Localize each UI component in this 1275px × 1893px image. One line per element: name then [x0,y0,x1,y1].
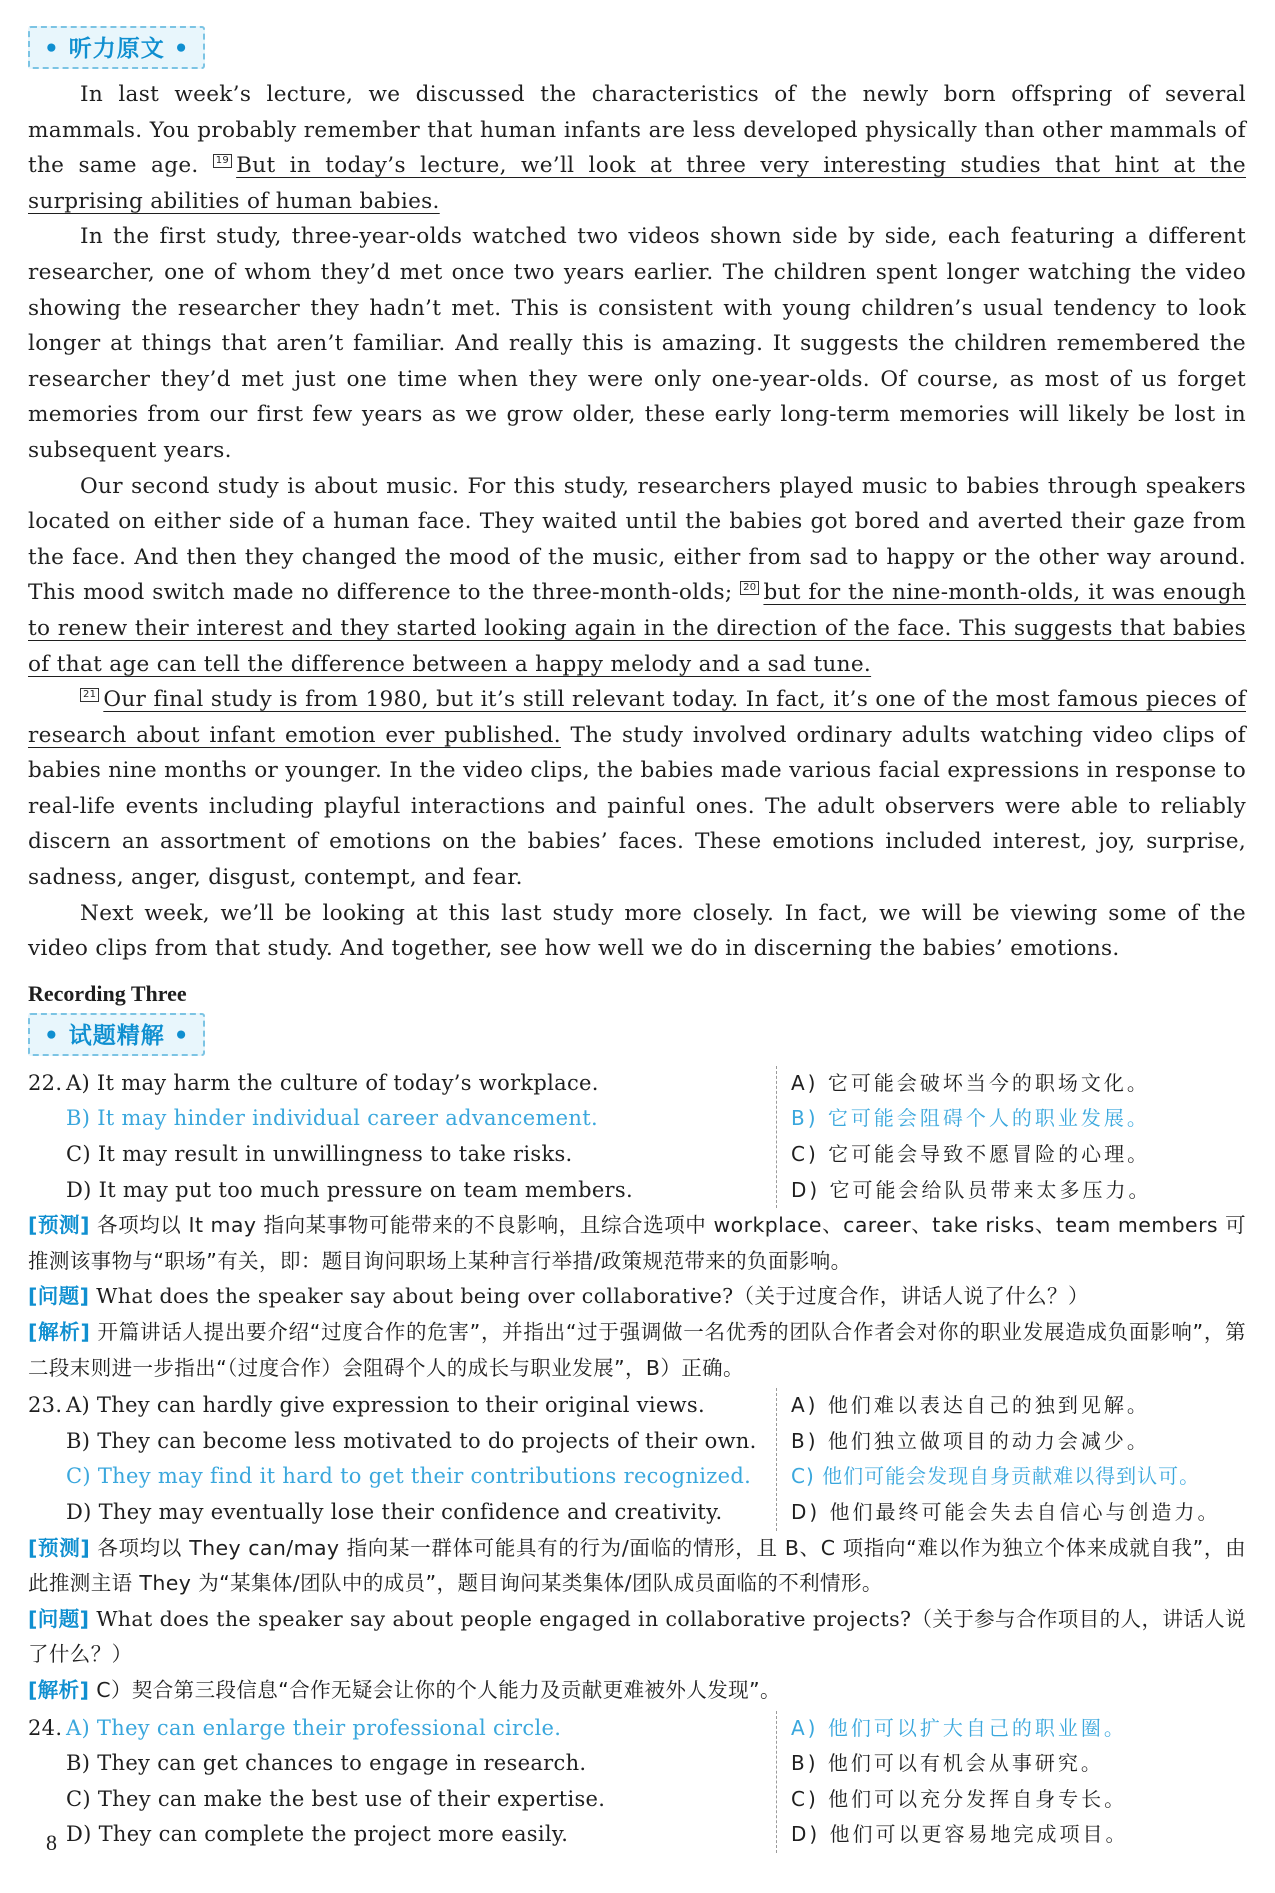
question-number: 22. [28,1070,63,1095]
option-a-correct [28,1711,756,1747]
question-23 [28,1388,1246,1530]
paragraph-text: Our second study is about music. For this study, researchers played music to babies through speakers located on either side of a human face. They waited until the babies got bored and averted their gaze from the face. And then they changed the mood of the music, either from sad to happy or the other way around. This mood switch made no difference to the three-month-olds; [28,473,1246,606]
underlined-answer-text: But in today’s lecture, we’ll look at three very interesting studies that hint at the surprising abilities of human babies. [28,153,1246,214]
option-b: B) They can become less motivated to do projects of their own. [66,1428,757,1453]
question-marker-21: 21 [80,688,99,702]
underlined-answer-text: Our final study is from 1980, but it’s still relevant today. In fact, it’s one of the most famous pieces of research about infant emotion ever published. [28,687,1246,748]
option-text: A) They can enlarge their professional circle. [66,1715,562,1740]
question-marker-19: 19 [213,154,232,168]
prediction-tag: [预测] [28,1213,90,1238]
transcript-paragraph-4 [28,682,1246,896]
option-b-cn-correct: B) 它可能会阻碍个人的职业发展。 [791,1106,1150,1131]
explanation-text: 开篇讲话人提出要介绍“过度合作的危害”，并指出“过于强调做一名优秀的团队合作者会对你的职业发展造成负面影响”，第二段末则进一步指出“（过度合作）会阻碍个人的成长与职业发展”，B）正确。 [28,1320,1246,1380]
option-b-correct: B) It may hinder individual career advancement. [66,1106,598,1131]
question-text-22 [28,1279,1246,1315]
transcript-paragraph-3 [28,469,1246,683]
options-chinese [776,1388,1246,1530]
prediction-text: 各项均以 They can/may 指向某一群体可能具有的行为/面临的情形，且 B、C 项指向“难以作为独立个体来成就自我”，由此推测主语 They 为“某集体/团队中的成员”，题目询问某类集体/团队成员面临的不利情形。 [28,1535,1246,1596]
question-text: What does the speaker say about being over collaborative?（关于过度合作，讲话人说了什么？） [96,1284,1089,1309]
question-number: 23. [28,1393,63,1418]
option-text: A) They can hardly give expression to their original views. [66,1393,705,1418]
question-tag: [问题] [28,1284,90,1309]
question-text-23 [28,1602,1246,1673]
listening-section-tag: • 听力原文 • [28,26,205,69]
prediction-text: 各项均以 It may 指向某事物可能带来的不良影响，且综合选项中 workplace、career、take risks、team members 可推测该事物与“职场”有关，即：题目询问职场上某种言行举措/政策规范带来的负面影响。 [28,1213,1246,1273]
question-22 [28,1066,1246,1208]
prediction-23 [28,1531,1246,1602]
options-chinese [776,1711,1246,1853]
recording-title: Recording Three [28,980,187,1006]
option-text: A) It may harm the culture of today’s workplace. [66,1070,599,1095]
option-a-cn: A) 他们难以表达自己的独到见解。 [791,1393,1150,1418]
option-b-cn: B) 他们独立做项目的动力会减少。 [791,1428,1150,1453]
option-d-cn: D) 他们最终可能会失去自信心与创造力。 [791,1499,1221,1524]
option-a [28,1388,756,1424]
options-english [28,1388,756,1530]
option-a-cn: A) 它可能会破坏当今的职场文化。 [791,1070,1150,1095]
options-english [28,1066,756,1208]
paragraph-text: The study involved ordinary adults watching video clips of babies nine months or younger. In the video clips, the babies made various facial expressions in response to real-life events including playful interactions and painful ones. The adult observers were able to reliably discern an assortment of emotions on the babies’ faces. These emotions included interest, joy, surprise, sadness, anger, disgust, contempt, and fear. [28,722,1246,891]
question-number: 24. [28,1715,63,1740]
options-english [28,1711,756,1853]
explanation-tag: [解析] [28,1677,90,1702]
option-d-cn: D) 他们可以更容易地完成项目。 [791,1822,1129,1847]
explanation-text: C）契合第三段信息“合作无疑会让你的个人能力及贡献更难被外人发现”。 [96,1677,781,1702]
question-24 [28,1711,1246,1853]
page [28,26,1246,1853]
option-b-cn: B) 他们可以有机会从事研究。 [791,1751,1104,1776]
option-d-cn: D) 它可能会给队员带来太多压力。 [791,1177,1152,1202]
question-marker-20: 20 [740,581,759,595]
question-tag: [问题] [28,1606,90,1631]
transcript-paragraph-5: Next week, we’ll be looking at this last study more closely. In fact, we will be viewing some of the video clips from that study. And together, see how well we do in discerning the babies’ emotions. [28,900,1246,962]
explanation-tag: [解析] [28,1320,91,1344]
explanation-23 [28,1673,1246,1709]
options-chinese [776,1066,1246,1208]
prediction-22 [28,1208,1246,1279]
page-number: 8 [46,1830,57,1855]
option-c: C) It may result in unwillingness to take risks. [66,1142,573,1167]
transcript-paragraph-2: In the first study, three-year-olds watched two videos shown side by side, each featuring a different researcher, one of whom they’d met once two years earlier. The children spent longer watching the video showing the researcher they hadn’t met. This is consistent with young children’s usual tendency to look longer at things that aren’t familiar. And really this is amazing. It suggests the children remembered the researcher they’d met just one time when they were only one-year-olds. Of course, as most of us forget memories from our first few years as we grow older, these early long-term memories will likely be lost in subsequent years. [28,224,1246,463]
analysis-section-tag: • 试题精解 • [28,1013,205,1056]
prediction-tag: [预测] [28,1535,91,1560]
option-a-cn-correct: A) 他们可以扩大自己的职业圈。 [791,1715,1127,1740]
transcript-paragraph-1 [28,77,1246,219]
option-b: B) They can get chances to engage in research. [66,1751,587,1776]
paragraph-text: In last week’s lecture, we discussed the characteristics of the newly born offspring of several mammals. You probably remember that human infants are less developed physically than other mammals of the same age. [28,82,1246,179]
option-d: D) It may put too much pressure on team members. [66,1177,633,1202]
option-c-correct: C) They may find it hard to get their contributions recognized. [66,1464,752,1489]
option-c-cn-correct: C) 他们可能会发现自身贡献难以得到认可。 [791,1464,1201,1489]
option-c-cn: C) 他们可以充分发挥自身专长。 [791,1786,1128,1811]
underlined-answer-text: but for the nine-month-olds, it was enough to renew their interest and they started looking again in the direction of the face. This suggests that babies of that age can tell the difference between a happy melody and a sad tune. [28,580,1246,677]
option-a [28,1066,756,1102]
option-d: D) They can complete the project more easily. [66,1822,569,1847]
option-c: C) They can make the best use of their expertise. [66,1786,606,1811]
explanation-22 [28,1315,1246,1386]
option-d: D) They may eventually lose their confidence and creativity. [66,1499,723,1524]
option-c-cn: C) 它可能会导致不愿冒险的心理。 [791,1142,1151,1167]
question-text: What does the speaker say about people engaged in collaborative projects?（关于参与合作项目的人，讲话人说了什么？） [28,1606,1246,1667]
